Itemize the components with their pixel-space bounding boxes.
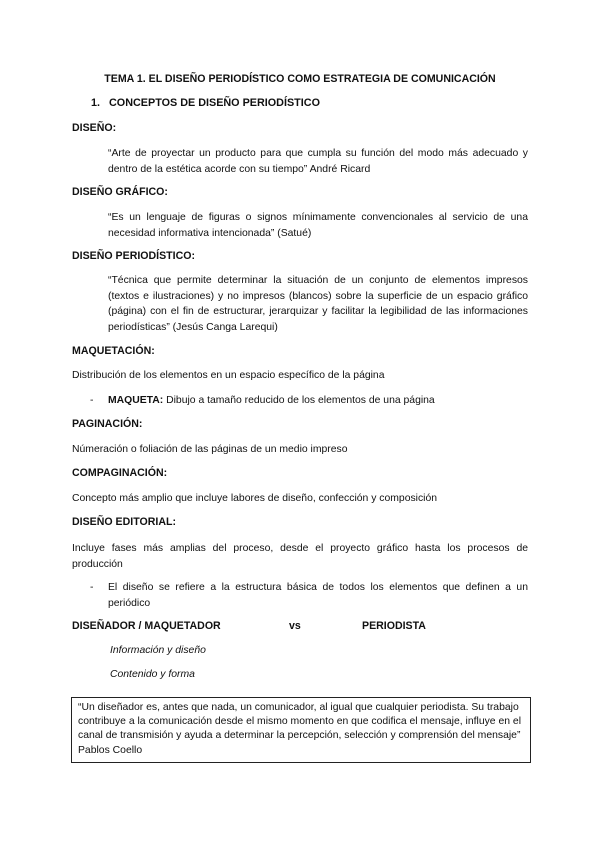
compaginacion-text: Concepto más amplio que incluye labores de diseño, confección y composición (72, 493, 438, 504)
paginacion-heading: PAGINACIÓN: (72, 418, 143, 430)
diseno-editorial-heading: DISEÑO EDITORIAL: (72, 516, 176, 528)
bullet-dash: - (90, 395, 94, 406)
diseno-grafico-heading: DISEÑO GRÁFICO: (72, 186, 168, 198)
comparison-item: Contenido y forma (110, 669, 195, 680)
diseno-periodistico-heading: DISEÑO PERIODÍSTICO: (72, 250, 196, 262)
bullet-dash: - (90, 582, 94, 593)
comparison-row (72, 620, 528, 636)
section-number: 1. (91, 97, 101, 109)
compaginacion-heading: COMPAGINACIÓN: (72, 467, 168, 479)
maqueta-bullet (90, 393, 528, 409)
diseno-quote: “Arte de proyectar un producto para que cumpla su función del modo más adecuado y dentro de la estética acorde con su tiempo” André Ricard (108, 148, 528, 175)
maqueta-term: MAQUETA: (108, 395, 164, 406)
boxed-quote: “Un diseñador es, antes que nada, un comunicador, al igual que cualquier periodista. Su trabajo contribuye a la comunicación desde el mismo momento en que codifica el mensaje, influye en el canal de transmisión y ayuda a determinar la percepción, selección y comprensión del mensaje” Pablos Coello (71, 697, 531, 763)
maquetacion-text: Distribución de los elementos en un espacio específico de la página (72, 370, 385, 381)
diseno-editorial-text: Incluye fases más amplias del proceso, desde el proyecto gráfico hasta los procesos de producción (72, 543, 528, 570)
section-heading (91, 97, 320, 109)
diseno-heading: DISEÑO: (72, 122, 117, 134)
diseno-editorial-bullet-text: El diseño se refiere a la estructura básica de todos los elementos que definen a un periódico (108, 582, 528, 609)
diseno-periodistico-quote: “Técnica que permite determinar la situación de un conjunto de elementos impresos (textos e ilustraciones) y no impresos (blancos) sobre la superficie de un espacio gráfico (página) con el fin de estructurar, jerarquizar y facilitar la legibilidad de las informaciones periodísticas” (Jesús Canga Larequi) (108, 275, 528, 333)
section-title: CONCEPTOS DE DISEÑO PERIODÍSTICO (109, 97, 320, 109)
maqueta-definition: Dibujo a tamaño reducido de los elementos de una página (163, 395, 435, 406)
maquetacion-heading: MAQUETACIÓN: (72, 345, 155, 357)
diseno-editorial-bullet (90, 580, 528, 611)
paginacion-text: Númeración o foliación de las páginas de un medio impreso (72, 444, 348, 455)
comparison-left: DISEÑADOR / MAQUETADOR (72, 620, 221, 632)
comparison-item: Información y diseño (110, 645, 206, 656)
diseno-grafico-quote: “Es un lenguaje de figuras o signos mínimamente convencionales al servicio de una necesidad informativa intencionada” (Satué) (108, 212, 528, 239)
comparison-vs: vs (289, 620, 301, 632)
comparison-right: PERIODISTA (362, 620, 426, 632)
document-title: TEMA 1. EL DISEÑO PERIODÍSTICO COMO ESTRATEGIA DE COMUNICACIÓN (104, 73, 496, 85)
